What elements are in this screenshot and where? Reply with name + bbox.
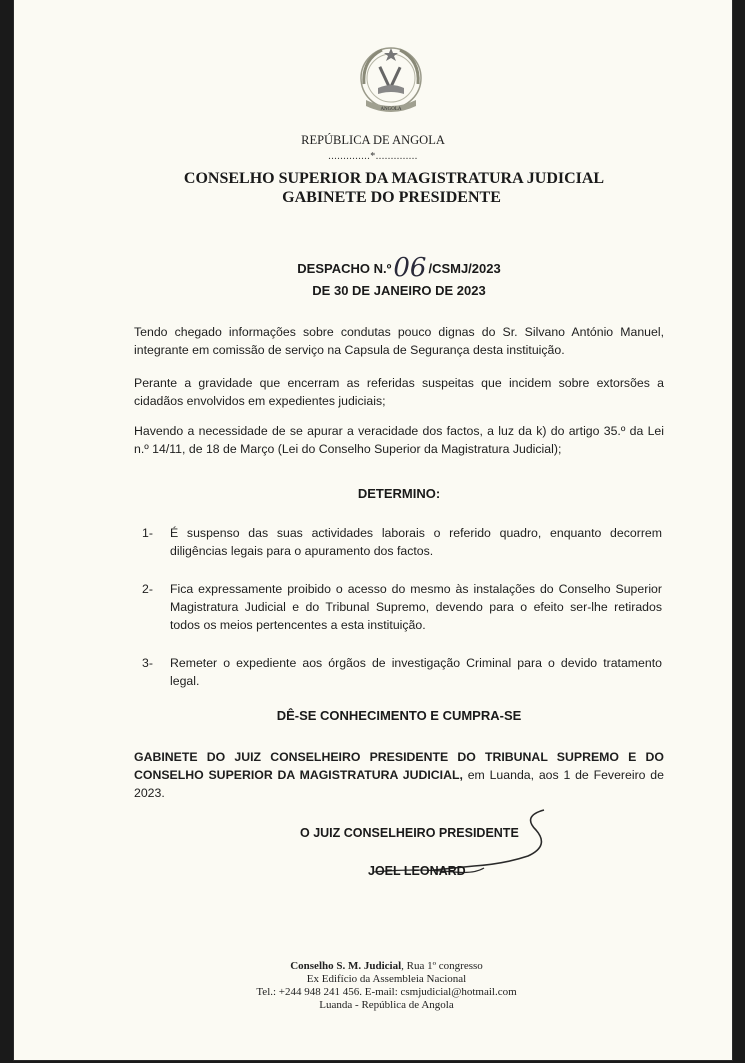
- closing-rest-text: em Luanda, aos 1 de Fevereiro de 2023.: [134, 768, 664, 800]
- cabinet-title: GABINETE DO PRESIDENTE: [282, 189, 501, 206]
- dispatch-prefix: DESPACHO N.º: [297, 261, 392, 276]
- dispatch-date: DE 30 DE JANEIRO DE 2023: [312, 283, 486, 298]
- footer-line-2: Ex Edifício da Assembleia Nacional: [306, 973, 467, 985]
- document-page: [14, 0, 732, 1060]
- footer-street: , Rua 1º congresso: [401, 960, 483, 972]
- list-item: [142, 524, 662, 560]
- list-item: [142, 654, 662, 690]
- dispatch-handwritten-number: 06: [393, 253, 427, 283]
- dispatch-number: [14, 250, 745, 283]
- emblem-label: ANGOLA: [380, 107, 402, 112]
- list-item: [142, 580, 662, 634]
- dese-conhecimento-heading: DÊ-SE CONHECIMENTO E CUMPRA-SE: [276, 708, 522, 723]
- signer-title: O JUIZ CONSELHEIRO PRESIDENTE: [300, 826, 519, 840]
- list-item-number: 3-: [142, 656, 153, 670]
- list-item-text: Remeter o expediente aos órgãos de investigação Criminal para o devido tratamento legal.: [170, 656, 662, 688]
- determino-heading: DETERMINO:: [357, 486, 441, 501]
- footer-org: Conselho S. M. Judicial: [290, 960, 402, 972]
- paragraph-3: Havendo a necessidade de se apurar a veracidade dos factos, a luz da k) do artigo 35.º da Lei n.º 14/11, de 18 de Março (Lei do Conselho Superior da Magistratura Judicial);: [134, 424, 664, 456]
- council-title: CONSELHO SUPERIOR DA MAGISTRATURA JUDICIAL: [183, 170, 605, 187]
- header-separator: ..............*..............: [328, 151, 418, 162]
- footer-line-4: Luanda - República de Angola: [319, 999, 454, 1011]
- dispatch-suffix: /CSMJ/2023: [428, 261, 501, 276]
- list-item-text: É suspenso das suas actividades laborais o referido quadro, enquanto decorrem diligências legais para o apuramento dos factos.: [170, 526, 662, 558]
- closing-paragraph: [134, 748, 664, 802]
- republic-title: REPÚBLICA DE ANGOLA: [301, 133, 445, 147]
- paragraph-1: Tendo chegado informações sobre condutas pouco dignas do Sr. Silvano António Manuel, integrante em comissão de serviço na Capsula de Segurança desta instituição.: [134, 325, 664, 357]
- footer-address: [14, 960, 745, 1012]
- footer-line-1: [14, 960, 745, 973]
- paragraph-2: Perante a gravidade que encerram as referidas suspeitas que incidem sobre extorsões a cidadãos envolvidos em expedientes judiciais;: [134, 376, 664, 408]
- angola-emblem-icon: [352, 40, 430, 122]
- list-item-number: 1-: [142, 526, 153, 540]
- footer-line-3: Tel.: +244 948 241 456. E-mail: csmjudicial@hotmail.com: [256, 986, 517, 998]
- signer-name: JOEL LEONARD: [368, 864, 466, 878]
- list-item-number: 2-: [142, 582, 153, 596]
- list-item-text: Fica expressamente proibido o acesso do mesmo às instalações do Conselho Superior Magistratura Judicial e do Tribunal Supremo, devendo para o efeito ser-lhe retirados todos os meios pertencentes a esta instituição.: [170, 582, 662, 632]
- closing-bold-text: GABINETE DO JUIZ CONSELHEIRO PRESIDENTE DO TRIBUNAL SUPREMO E DO CONSELHO SUPERIOR DA MAGISTRATURA JUDICIAL,: [134, 750, 664, 782]
